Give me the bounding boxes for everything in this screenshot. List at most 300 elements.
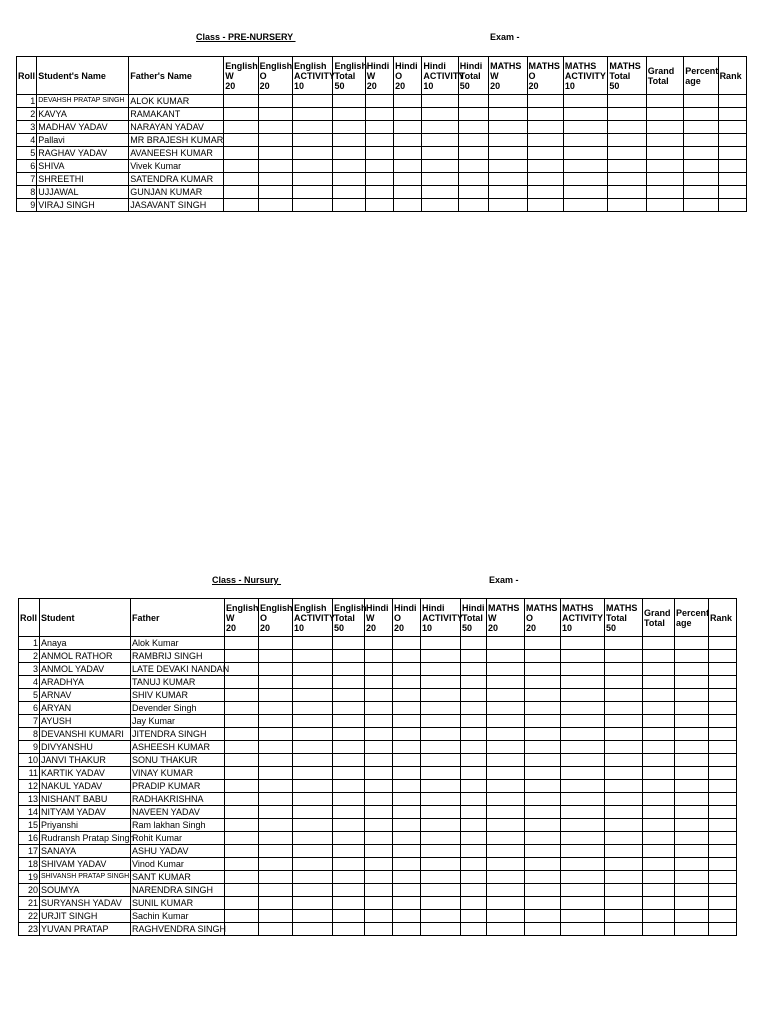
marks-cell[interactable] bbox=[394, 121, 422, 134]
marks-cell[interactable] bbox=[333, 897, 365, 910]
marks-cell[interactable] bbox=[333, 663, 365, 676]
marks-cell[interactable] bbox=[458, 108, 488, 121]
marks-cell[interactable] bbox=[259, 806, 293, 819]
marks-cell[interactable] bbox=[458, 173, 488, 186]
marks-cell[interactable] bbox=[487, 741, 525, 754]
marks-cell[interactable] bbox=[718, 199, 746, 212]
marks-cell[interactable] bbox=[365, 650, 393, 663]
marks-cell[interactable] bbox=[293, 884, 333, 897]
marks-cell[interactable] bbox=[393, 637, 421, 650]
marks-cell[interactable] bbox=[605, 923, 643, 936]
marks-cell[interactable] bbox=[527, 173, 563, 186]
marks-cell[interactable] bbox=[643, 858, 675, 871]
marks-cell[interactable] bbox=[709, 923, 737, 936]
marks-cell[interactable] bbox=[333, 715, 365, 728]
marks-cell[interactable] bbox=[527, 147, 563, 160]
marks-cell[interactable] bbox=[225, 806, 259, 819]
marks-cell[interactable] bbox=[421, 676, 461, 689]
marks-cell[interactable] bbox=[643, 923, 675, 936]
marks-cell[interactable] bbox=[259, 871, 293, 884]
marks-cell[interactable] bbox=[487, 793, 525, 806]
marks-cell[interactable] bbox=[561, 845, 605, 858]
marks-cell[interactable] bbox=[561, 728, 605, 741]
marks-cell[interactable] bbox=[333, 728, 365, 741]
marks-cell[interactable] bbox=[487, 871, 525, 884]
marks-cell[interactable] bbox=[675, 793, 709, 806]
marks-cell[interactable] bbox=[225, 702, 259, 715]
marks-cell[interactable] bbox=[333, 650, 365, 663]
marks-cell[interactable] bbox=[365, 858, 393, 871]
marks-cell[interactable] bbox=[365, 689, 393, 702]
marks-cell[interactable] bbox=[675, 676, 709, 689]
marks-cell[interactable] bbox=[259, 676, 293, 689]
marks-cell[interactable] bbox=[489, 173, 527, 186]
marks-cell[interactable] bbox=[225, 637, 259, 650]
marks-cell[interactable] bbox=[608, 147, 646, 160]
marks-cell[interactable] bbox=[225, 923, 259, 936]
marks-cell[interactable] bbox=[258, 173, 292, 186]
marks-cell[interactable] bbox=[333, 108, 365, 121]
marks-cell[interactable] bbox=[421, 871, 461, 884]
marks-cell[interactable] bbox=[259, 637, 293, 650]
marks-cell[interactable] bbox=[563, 199, 607, 212]
marks-cell[interactable] bbox=[563, 147, 607, 160]
marks-cell[interactable] bbox=[461, 780, 487, 793]
marks-cell[interactable] bbox=[605, 741, 643, 754]
marks-cell[interactable] bbox=[487, 663, 525, 676]
marks-cell[interactable] bbox=[487, 676, 525, 689]
marks-cell[interactable] bbox=[675, 767, 709, 780]
marks-cell[interactable] bbox=[421, 650, 461, 663]
marks-cell[interactable] bbox=[333, 637, 365, 650]
marks-cell[interactable] bbox=[333, 676, 365, 689]
marks-cell[interactable] bbox=[224, 95, 258, 108]
marks-cell[interactable] bbox=[225, 884, 259, 897]
marks-cell[interactable] bbox=[259, 845, 293, 858]
marks-cell[interactable] bbox=[365, 767, 393, 780]
marks-cell[interactable] bbox=[709, 910, 737, 923]
marks-cell[interactable] bbox=[333, 199, 365, 212]
marks-cell[interactable] bbox=[365, 121, 393, 134]
marks-cell[interactable] bbox=[525, 793, 561, 806]
marks-cell[interactable] bbox=[293, 819, 333, 832]
marks-cell[interactable] bbox=[225, 871, 259, 884]
marks-cell[interactable] bbox=[605, 910, 643, 923]
marks-cell[interactable] bbox=[709, 650, 737, 663]
marks-cell[interactable] bbox=[421, 910, 461, 923]
marks-cell[interactable] bbox=[259, 884, 293, 897]
marks-cell[interactable] bbox=[461, 767, 487, 780]
marks-cell[interactable] bbox=[225, 897, 259, 910]
marks-cell[interactable] bbox=[421, 767, 461, 780]
marks-cell[interactable] bbox=[393, 689, 421, 702]
marks-cell[interactable] bbox=[393, 819, 421, 832]
marks-cell[interactable] bbox=[333, 858, 365, 871]
marks-cell[interactable] bbox=[675, 871, 709, 884]
marks-cell[interactable] bbox=[365, 884, 393, 897]
marks-cell[interactable] bbox=[709, 897, 737, 910]
marks-cell[interactable] bbox=[258, 95, 292, 108]
marks-cell[interactable] bbox=[643, 637, 675, 650]
marks-cell[interactable] bbox=[527, 134, 563, 147]
marks-cell[interactable] bbox=[605, 754, 643, 767]
marks-cell[interactable] bbox=[293, 121, 333, 134]
marks-cell[interactable] bbox=[525, 845, 561, 858]
marks-cell[interactable] bbox=[258, 108, 292, 121]
marks-cell[interactable] bbox=[605, 676, 643, 689]
marks-cell[interactable] bbox=[646, 199, 683, 212]
marks-cell[interactable] bbox=[225, 793, 259, 806]
marks-cell[interactable] bbox=[605, 897, 643, 910]
marks-cell[interactable] bbox=[684, 186, 718, 199]
marks-cell[interactable] bbox=[393, 923, 421, 936]
marks-cell[interactable] bbox=[421, 819, 461, 832]
marks-cell[interactable] bbox=[718, 186, 746, 199]
marks-cell[interactable] bbox=[684, 199, 718, 212]
marks-cell[interactable] bbox=[525, 663, 561, 676]
marks-cell[interactable] bbox=[393, 832, 421, 845]
marks-cell[interactable] bbox=[421, 897, 461, 910]
marks-cell[interactable] bbox=[675, 897, 709, 910]
marks-cell[interactable] bbox=[487, 754, 525, 767]
marks-cell[interactable] bbox=[259, 715, 293, 728]
marks-cell[interactable] bbox=[461, 754, 487, 767]
marks-cell[interactable] bbox=[293, 134, 333, 147]
marks-cell[interactable] bbox=[487, 806, 525, 819]
marks-cell[interactable] bbox=[393, 793, 421, 806]
marks-cell[interactable] bbox=[224, 173, 258, 186]
marks-cell[interactable] bbox=[293, 871, 333, 884]
marks-cell[interactable] bbox=[393, 780, 421, 793]
marks-cell[interactable] bbox=[461, 741, 487, 754]
marks-cell[interactable] bbox=[487, 637, 525, 650]
marks-cell[interactable] bbox=[365, 715, 393, 728]
marks-cell[interactable] bbox=[643, 845, 675, 858]
marks-cell[interactable] bbox=[675, 819, 709, 832]
marks-cell[interactable] bbox=[333, 845, 365, 858]
marks-cell[interactable] bbox=[487, 767, 525, 780]
marks-cell[interactable] bbox=[421, 793, 461, 806]
marks-cell[interactable] bbox=[458, 160, 488, 173]
marks-cell[interactable] bbox=[293, 186, 333, 199]
marks-cell[interactable] bbox=[293, 858, 333, 871]
marks-cell[interactable] bbox=[561, 897, 605, 910]
marks-cell[interactable] bbox=[365, 754, 393, 767]
marks-cell[interactable] bbox=[561, 871, 605, 884]
marks-cell[interactable] bbox=[225, 728, 259, 741]
marks-cell[interactable] bbox=[293, 676, 333, 689]
marks-cell[interactable] bbox=[224, 199, 258, 212]
marks-cell[interactable] bbox=[718, 108, 746, 121]
marks-cell[interactable] bbox=[461, 819, 487, 832]
marks-cell[interactable] bbox=[333, 160, 365, 173]
marks-cell[interactable] bbox=[259, 910, 293, 923]
marks-cell[interactable] bbox=[365, 910, 393, 923]
marks-cell[interactable] bbox=[461, 871, 487, 884]
marks-cell[interactable] bbox=[293, 160, 333, 173]
marks-cell[interactable] bbox=[225, 845, 259, 858]
marks-cell[interactable] bbox=[259, 650, 293, 663]
marks-cell[interactable] bbox=[718, 134, 746, 147]
marks-cell[interactable] bbox=[608, 186, 646, 199]
marks-cell[interactable] bbox=[225, 832, 259, 845]
marks-cell[interactable] bbox=[365, 728, 393, 741]
marks-cell[interactable] bbox=[393, 897, 421, 910]
marks-cell[interactable] bbox=[293, 650, 333, 663]
marks-cell[interactable] bbox=[525, 884, 561, 897]
marks-cell[interactable] bbox=[422, 147, 458, 160]
marks-cell[interactable] bbox=[605, 637, 643, 650]
marks-cell[interactable] bbox=[675, 923, 709, 936]
marks-cell[interactable] bbox=[675, 637, 709, 650]
marks-cell[interactable] bbox=[525, 806, 561, 819]
marks-cell[interactable] bbox=[393, 676, 421, 689]
marks-cell[interactable] bbox=[646, 173, 683, 186]
marks-cell[interactable] bbox=[608, 134, 646, 147]
marks-cell[interactable] bbox=[458, 186, 488, 199]
marks-cell[interactable] bbox=[333, 95, 365, 108]
marks-cell[interactable] bbox=[461, 689, 487, 702]
marks-cell[interactable] bbox=[333, 806, 365, 819]
marks-cell[interactable] bbox=[365, 134, 393, 147]
marks-cell[interactable] bbox=[605, 806, 643, 819]
marks-cell[interactable] bbox=[487, 650, 525, 663]
marks-cell[interactable] bbox=[421, 806, 461, 819]
marks-cell[interactable] bbox=[224, 147, 258, 160]
marks-cell[interactable] bbox=[225, 650, 259, 663]
marks-cell[interactable] bbox=[561, 858, 605, 871]
marks-cell[interactable] bbox=[684, 134, 718, 147]
marks-cell[interactable] bbox=[225, 819, 259, 832]
marks-cell[interactable] bbox=[646, 121, 683, 134]
marks-cell[interactable] bbox=[643, 832, 675, 845]
marks-cell[interactable] bbox=[563, 121, 607, 134]
marks-cell[interactable] bbox=[525, 832, 561, 845]
marks-cell[interactable] bbox=[259, 897, 293, 910]
marks-cell[interactable] bbox=[561, 637, 605, 650]
marks-cell[interactable] bbox=[527, 108, 563, 121]
marks-cell[interactable] bbox=[224, 108, 258, 121]
marks-cell[interactable] bbox=[421, 741, 461, 754]
marks-cell[interactable] bbox=[605, 793, 643, 806]
marks-cell[interactable] bbox=[605, 702, 643, 715]
marks-cell[interactable] bbox=[561, 754, 605, 767]
marks-cell[interactable] bbox=[421, 858, 461, 871]
marks-cell[interactable] bbox=[259, 858, 293, 871]
marks-cell[interactable] bbox=[675, 754, 709, 767]
marks-cell[interactable] bbox=[333, 832, 365, 845]
marks-cell[interactable] bbox=[675, 910, 709, 923]
marks-cell[interactable] bbox=[675, 728, 709, 741]
marks-cell[interactable] bbox=[461, 793, 487, 806]
marks-cell[interactable] bbox=[605, 780, 643, 793]
marks-cell[interactable] bbox=[684, 121, 718, 134]
marks-cell[interactable] bbox=[422, 199, 458, 212]
marks-cell[interactable] bbox=[709, 884, 737, 897]
marks-cell[interactable] bbox=[525, 923, 561, 936]
marks-cell[interactable] bbox=[487, 780, 525, 793]
marks-cell[interactable] bbox=[394, 95, 422, 108]
marks-cell[interactable] bbox=[489, 121, 527, 134]
marks-cell[interactable] bbox=[643, 702, 675, 715]
marks-cell[interactable] bbox=[293, 173, 333, 186]
marks-cell[interactable] bbox=[224, 160, 258, 173]
marks-cell[interactable] bbox=[709, 637, 737, 650]
marks-cell[interactable] bbox=[527, 186, 563, 199]
marks-cell[interactable] bbox=[605, 715, 643, 728]
marks-cell[interactable] bbox=[718, 147, 746, 160]
marks-cell[interactable] bbox=[489, 186, 527, 199]
marks-cell[interactable] bbox=[525, 702, 561, 715]
marks-cell[interactable] bbox=[461, 650, 487, 663]
marks-cell[interactable] bbox=[489, 147, 527, 160]
marks-cell[interactable] bbox=[489, 199, 527, 212]
marks-cell[interactable] bbox=[333, 884, 365, 897]
marks-cell[interactable] bbox=[561, 741, 605, 754]
marks-cell[interactable] bbox=[333, 689, 365, 702]
marks-cell[interactable] bbox=[605, 832, 643, 845]
marks-cell[interactable] bbox=[487, 832, 525, 845]
marks-cell[interactable] bbox=[709, 780, 737, 793]
marks-cell[interactable] bbox=[643, 715, 675, 728]
marks-cell[interactable] bbox=[487, 923, 525, 936]
marks-cell[interactable] bbox=[561, 676, 605, 689]
marks-cell[interactable] bbox=[646, 160, 683, 173]
marks-cell[interactable] bbox=[525, 767, 561, 780]
marks-cell[interactable] bbox=[709, 689, 737, 702]
marks-cell[interactable] bbox=[333, 767, 365, 780]
marks-cell[interactable] bbox=[333, 793, 365, 806]
marks-cell[interactable] bbox=[675, 806, 709, 819]
marks-cell[interactable] bbox=[525, 715, 561, 728]
marks-cell[interactable] bbox=[422, 95, 458, 108]
marks-cell[interactable] bbox=[525, 741, 561, 754]
marks-cell[interactable] bbox=[259, 793, 293, 806]
marks-cell[interactable] bbox=[458, 95, 488, 108]
marks-cell[interactable] bbox=[461, 806, 487, 819]
marks-cell[interactable] bbox=[646, 134, 683, 147]
marks-cell[interactable] bbox=[333, 923, 365, 936]
marks-cell[interactable] bbox=[527, 160, 563, 173]
marks-cell[interactable] bbox=[525, 858, 561, 871]
marks-cell[interactable] bbox=[393, 650, 421, 663]
marks-cell[interactable] bbox=[422, 134, 458, 147]
marks-cell[interactable] bbox=[224, 134, 258, 147]
marks-cell[interactable] bbox=[461, 923, 487, 936]
marks-cell[interactable] bbox=[487, 858, 525, 871]
marks-cell[interactable] bbox=[421, 663, 461, 676]
marks-cell[interactable] bbox=[333, 173, 365, 186]
marks-cell[interactable] bbox=[608, 160, 646, 173]
marks-cell[interactable] bbox=[643, 767, 675, 780]
marks-cell[interactable] bbox=[365, 186, 393, 199]
marks-cell[interactable] bbox=[608, 108, 646, 121]
marks-cell[interactable] bbox=[525, 676, 561, 689]
marks-cell[interactable] bbox=[605, 689, 643, 702]
marks-cell[interactable] bbox=[421, 845, 461, 858]
marks-cell[interactable] bbox=[643, 754, 675, 767]
marks-cell[interactable] bbox=[394, 147, 422, 160]
marks-cell[interactable] bbox=[422, 186, 458, 199]
marks-cell[interactable] bbox=[365, 832, 393, 845]
marks-cell[interactable] bbox=[675, 715, 709, 728]
marks-cell[interactable] bbox=[605, 819, 643, 832]
marks-cell[interactable] bbox=[225, 767, 259, 780]
marks-cell[interactable] bbox=[293, 108, 333, 121]
marks-cell[interactable] bbox=[333, 147, 365, 160]
marks-cell[interactable] bbox=[365, 676, 393, 689]
marks-cell[interactable] bbox=[561, 650, 605, 663]
marks-cell[interactable] bbox=[333, 134, 365, 147]
marks-cell[interactable] bbox=[643, 663, 675, 676]
marks-cell[interactable] bbox=[563, 108, 607, 121]
marks-cell[interactable] bbox=[608, 199, 646, 212]
marks-cell[interactable] bbox=[643, 897, 675, 910]
marks-cell[interactable] bbox=[259, 767, 293, 780]
marks-cell[interactable] bbox=[394, 199, 422, 212]
marks-cell[interactable] bbox=[225, 858, 259, 871]
marks-cell[interactable] bbox=[525, 728, 561, 741]
marks-cell[interactable] bbox=[293, 95, 333, 108]
marks-cell[interactable] bbox=[461, 715, 487, 728]
marks-cell[interactable] bbox=[421, 689, 461, 702]
marks-cell[interactable] bbox=[365, 147, 393, 160]
marks-cell[interactable] bbox=[259, 728, 293, 741]
marks-cell[interactable] bbox=[393, 702, 421, 715]
marks-cell[interactable] bbox=[561, 767, 605, 780]
marks-cell[interactable] bbox=[393, 910, 421, 923]
marks-cell[interactable] bbox=[675, 702, 709, 715]
marks-cell[interactable] bbox=[675, 741, 709, 754]
marks-cell[interactable] bbox=[563, 134, 607, 147]
marks-cell[interactable] bbox=[675, 884, 709, 897]
marks-cell[interactable] bbox=[525, 897, 561, 910]
marks-cell[interactable] bbox=[561, 910, 605, 923]
marks-cell[interactable] bbox=[293, 910, 333, 923]
marks-cell[interactable] bbox=[709, 702, 737, 715]
marks-cell[interactable] bbox=[684, 147, 718, 160]
marks-cell[interactable] bbox=[646, 186, 683, 199]
marks-cell[interactable] bbox=[333, 741, 365, 754]
marks-cell[interactable] bbox=[393, 728, 421, 741]
marks-cell[interactable] bbox=[489, 95, 527, 108]
marks-cell[interactable] bbox=[458, 121, 488, 134]
marks-cell[interactable] bbox=[421, 637, 461, 650]
marks-cell[interactable] bbox=[365, 637, 393, 650]
marks-cell[interactable] bbox=[684, 95, 718, 108]
marks-cell[interactable] bbox=[293, 728, 333, 741]
marks-cell[interactable] bbox=[563, 186, 607, 199]
marks-cell[interactable] bbox=[675, 845, 709, 858]
marks-cell[interactable] bbox=[489, 160, 527, 173]
marks-cell[interactable] bbox=[718, 160, 746, 173]
marks-cell[interactable] bbox=[393, 845, 421, 858]
marks-cell[interactable] bbox=[487, 715, 525, 728]
marks-cell[interactable] bbox=[461, 832, 487, 845]
marks-cell[interactable] bbox=[718, 121, 746, 134]
marks-cell[interactable] bbox=[394, 186, 422, 199]
marks-cell[interactable] bbox=[258, 147, 292, 160]
marks-cell[interactable] bbox=[461, 663, 487, 676]
marks-cell[interactable] bbox=[525, 650, 561, 663]
marks-cell[interactable] bbox=[258, 160, 292, 173]
marks-cell[interactable] bbox=[643, 650, 675, 663]
marks-cell[interactable] bbox=[225, 676, 259, 689]
marks-cell[interactable] bbox=[333, 186, 365, 199]
marks-cell[interactable] bbox=[421, 728, 461, 741]
marks-cell[interactable] bbox=[293, 897, 333, 910]
marks-cell[interactable] bbox=[293, 767, 333, 780]
